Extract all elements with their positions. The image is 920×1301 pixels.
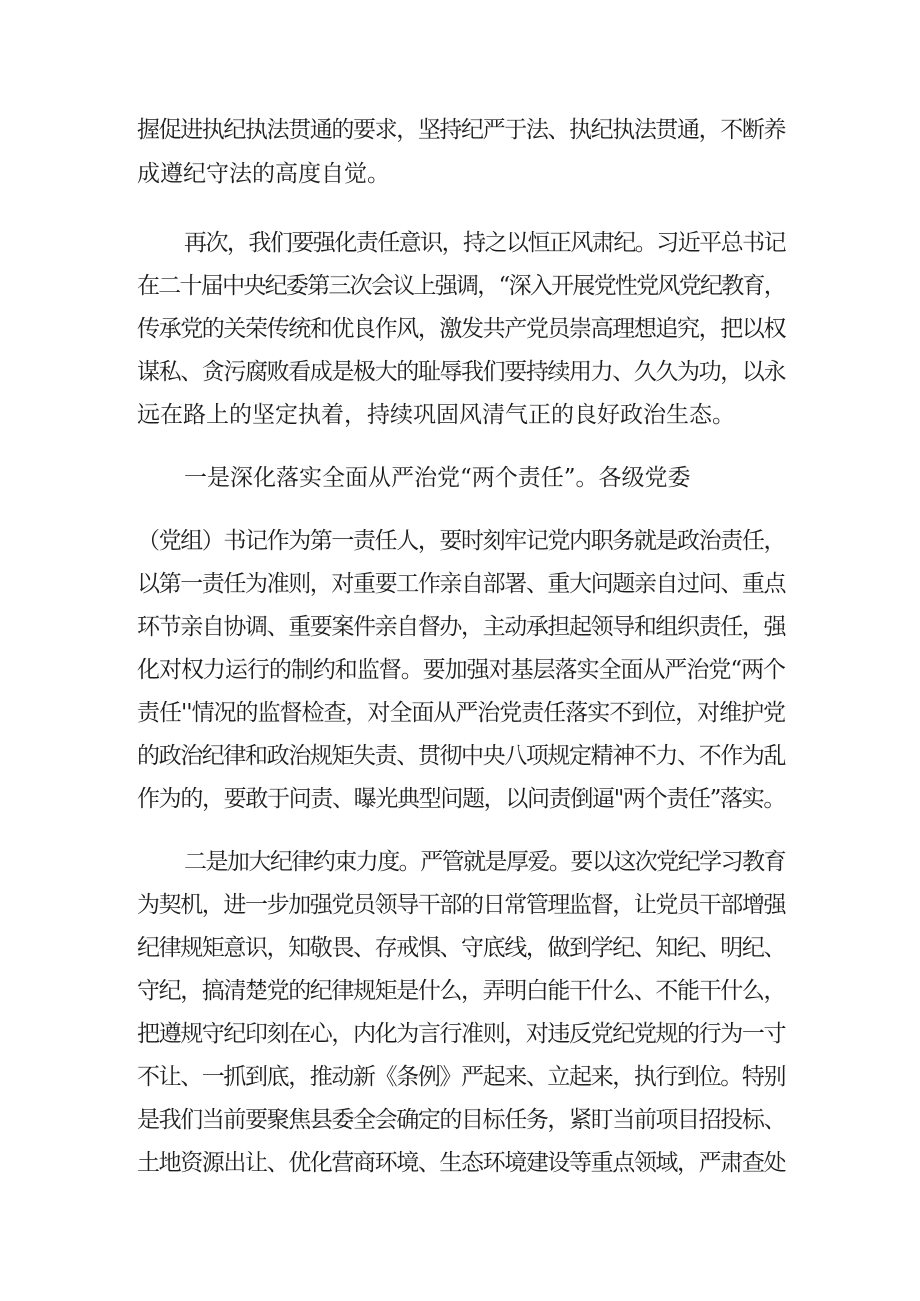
text-line: 把遵规守纪印刻在心，内化为言行准则，对违反党纪党规的行为一寸: [137, 1021, 786, 1047]
text-line: 的政治纪律和政治规矩失责、贯彻中央八项规定精神不力、不作为乱: [137, 743, 786, 769]
text-line: 成遵纪守法的高度自觉。: [137, 161, 390, 187]
text-line: 以第一责任为准则，对重要工作亲自部署、重大问题亲自过问、重点: [137, 571, 786, 597]
text-line: 化对权力运行的制约和监督。要加强对基层落实全面从严治党“两个: [137, 657, 786, 683]
text-line: 握促进执纪执法贯通的要求，坚持纪严于法、执纪执法贯通，不断养: [137, 117, 786, 143]
text-line: 为契机，进一步加强党员领导干部的日常管理监督，让党员干部增强: [137, 892, 786, 918]
text-line: 远在路上的坚定执着，持续巩固风清气正的良好政治生态。: [137, 402, 735, 428]
text-line: 土地资源出让、优化营商环境、生态环境建设等重点领域，严肃查处: [137, 1150, 786, 1176]
text-line: 二是加大纪律约束力度。严管就是厚爱。要以这次党纪学习教育: [184, 849, 786, 875]
section-heading: 一是深化落实全面从严治党“两个责任”。各级党委: [184, 465, 691, 491]
text-line: 传承党的关荣传统和优良作风，激发共产党员崇高理想追究，把以权: [137, 316, 786, 342]
text-line: 是我们当前要聚焦县委全会确定的目标任务，紧盯当前项目招投标、: [137, 1107, 786, 1133]
text-line: （党组）书记作为第一责任人，要时刻牢记党内职务就是政治责任，: [137, 528, 786, 554]
text-line: 作为的，要敢于问责、曝光典型问题，以问责倒逼"两个责任”落实。: [137, 786, 786, 812]
text-line: 责任''情况的监督检查，对全面从严治党责任落实不到位，对维护党: [137, 700, 786, 726]
text-line: 不让、一抓到底，推动新《条例》严起来、立起来，执行到位。特别: [137, 1064, 786, 1090]
text-line: 谋私、贪污腐败看成是极大的耻辱我们要持续用力、久久为功，以永: [137, 359, 786, 385]
text-line: 在二十届中央纪委第三次会议上强调，“深入开展党性党风党纪教育，: [137, 273, 786, 299]
text-line: 纪律规矩意识，知敬畏、存戒惧、守底线，做到学纪、知纪、明纪、: [137, 935, 786, 961]
text-line: 守纪，搞清楚党的纪律规矩是什么，弄明白能干什么、不能干什么，: [137, 978, 786, 1004]
text-line: 再次，我们要强化责任意识，持之以恒正风肃纪。习近平总书记: [184, 230, 786, 256]
text-line: 环节亲自协调、重要案件亲自督办，主动承担起领导和组织责任，强: [137, 614, 786, 640]
